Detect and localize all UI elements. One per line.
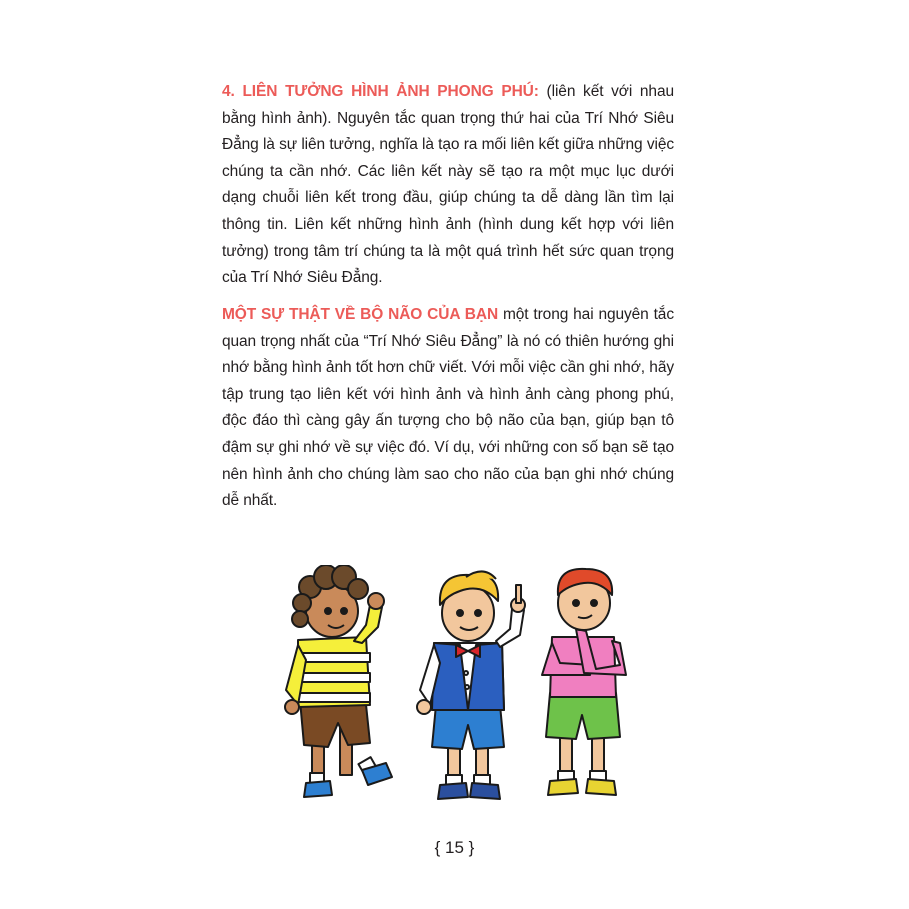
paragraph-association-body: (liên kết với nhau bằng hình ảnh). Nguyên tắc quan trọng thứ hai của Trí Nhớ Siêu Đẳng là sự liên tưởng, nghĩa là tạo ra mối liên kết giữa những việc chúng ta cần nhớ. Các liên kết này sẽ tạo ra một mục lục dưới dạng chuỗi liên kết trong đầu, giúp chúng ta dễ dàng lần tìm lại thông tin. Liên kết những hình ảnh (hình dung kết hợp với liên tưởng) trong tâm trí chúng ta là một quá trình hết sức quan trọng của Trí Nhớ Siêu Đẳng. xyxy=(222,83,674,287)
three-boys-illustration xyxy=(270,565,690,815)
paragraph-brain-fact-body: một trong hai nguyên tắc quan trọng nhất của “Trí Nhớ Siêu Đẳng” là nó có thiên hướng ghi nhớ bằng hình ảnh tốt hơn chữ viết. Với mỗi việc cần ghi nhớ, hãy tập trung tạo liên kết với hình ảnh và hình ảnh càng phong phú, độc đáo thì càng gây ấn tượng cho bộ não của bạn, giúp bạn tô đậm sự ghi nhớ về sự việc đó. Ví dụ, với những con số bạn sẽ tạo nên hình ảnh cho chúng làm sao cho não của bạn ghi nhớ chúng dễ nhất. xyxy=(222,306,674,510)
heading-association: 4. LIÊN TƯỞNG HÌNH ẢNH PHONG PHÚ: xyxy=(222,83,539,100)
heading-brain-fact: MỘT SỰ THẬT VỀ BỘ NÃO CỦA BẠN xyxy=(222,306,499,323)
page-number: { 15 } xyxy=(434,838,475,857)
paragraph-association xyxy=(222,79,674,292)
boy-blond-hair xyxy=(417,571,525,799)
boy-curly-hair xyxy=(285,565,392,797)
paragraph-brain-fact xyxy=(222,302,674,515)
boy-red-hair xyxy=(542,569,626,795)
